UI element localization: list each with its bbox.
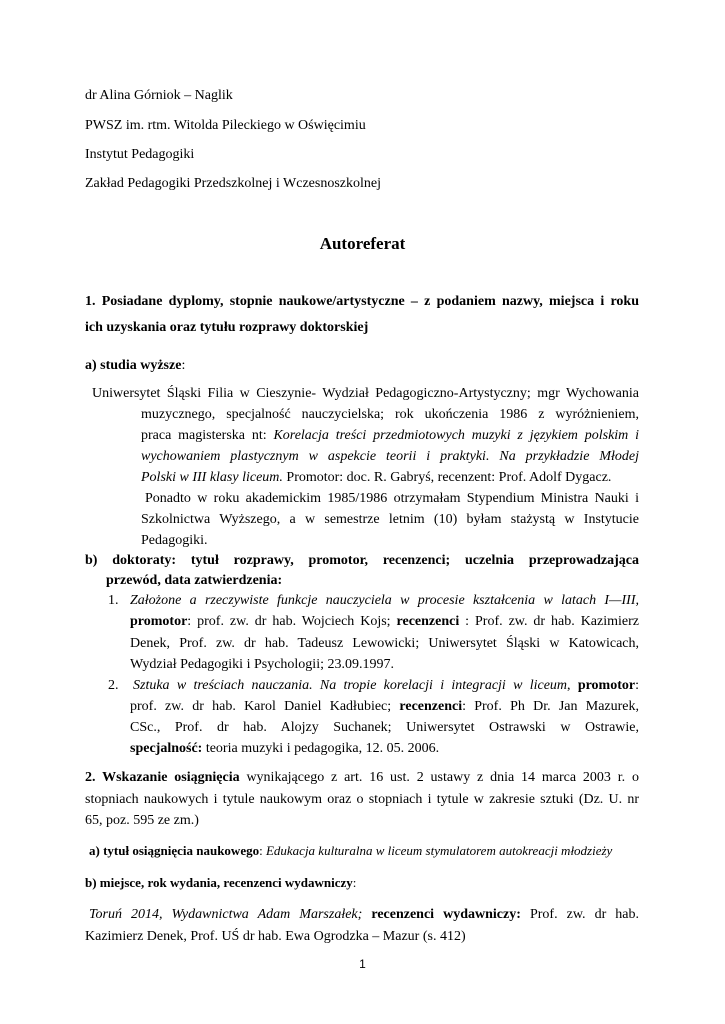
studies-heading bbox=[85, 358, 185, 374]
doctorate-1-title: Założone a rzeczywiste funkcje nauczyciela w procesie kształcenia w latach I—III, bbox=[130, 593, 639, 608]
studies-line-1: Uniwersytet Śląski Filia w Cieszynie- Wydział Pedagogiczno-Artystyczny; mgr Wychowania bbox=[92, 386, 639, 401]
doctorate-2-title: Sztuka w treściach nauczania. Na tropie korelacji i integracji w liceum bbox=[133, 678, 568, 693]
doctorate-2-line-4 bbox=[130, 741, 439, 757]
reviewers-label: recenzenci bbox=[399, 699, 463, 714]
colon: : bbox=[635, 678, 639, 693]
achievement-title-line bbox=[89, 843, 612, 859]
promoter-label: promotor bbox=[130, 614, 188, 629]
specialty-value: teoria muzyki i pedagogika, 12. 05. 2006. bbox=[202, 741, 440, 756]
section1-heading-line2: ich uzyskania oraz tytułu rozprawy doktorskiej bbox=[85, 320, 369, 335]
publication-line-1 bbox=[89, 907, 639, 923]
promoter-name: : prof. zw. dr hab. Wojciech Kojs; bbox=[187, 614, 397, 629]
publication-heading bbox=[85, 875, 356, 891]
doctorate-1-number: 1. bbox=[108, 593, 119, 608]
promoter-name: prof. zw. dr hab. Karol Daniel Kadłubiec; bbox=[130, 699, 400, 714]
author-name: dr Alina Górniok – Naglik bbox=[85, 88, 233, 103]
page-number: 1 bbox=[359, 957, 366, 971]
doctorate-2-number: 2. bbox=[108, 678, 119, 693]
achievement-label: a) tytuł osiągnięcia naukowego bbox=[89, 843, 260, 858]
promoter-label: promotor bbox=[577, 678, 636, 693]
studies-line-6: Ponadto w roku akademickim 1985/1986 otrzymałam Stypendium Ministra Nauki i bbox=[145, 491, 639, 506]
studies-line-3 bbox=[141, 428, 639, 444]
doctorate-1-line-2 bbox=[130, 614, 639, 630]
section1-heading-line1: 1. Posiadane dyplomy, stopnie naukowe/artystyczne – z podaniem nazwy, miejsca i roku bbox=[85, 294, 639, 309]
section2-line-1 bbox=[85, 770, 639, 786]
studies-label: a) studia wyższe bbox=[85, 358, 182, 373]
institute-name: Instytut Pedagogiki bbox=[85, 147, 195, 162]
publication-reviewers-label: recenzenci wydawniczy: bbox=[362, 907, 521, 922]
doctorate-2-line-1 bbox=[133, 678, 639, 694]
doctorates-heading-line1: b) doktoraty: tytuł rozprawy, promotor, recenzenci; uczelnia przeprowadzająca bbox=[85, 553, 639, 568]
studies-line-4: wychowaniem plastycznym w aspekcie teorii i praktyki. Na przykładzie Młodej bbox=[141, 449, 639, 464]
reviewer-name: : Prof. zw. dr hab. Kazimierz bbox=[459, 614, 639, 629]
studies-line-7: Szkolnictwa Wyższego, a w semestrze letnim (10) byłam stażystą w Instytucie bbox=[141, 512, 639, 527]
separator: , bbox=[567, 678, 578, 693]
reviewers-label: recenzenci bbox=[396, 614, 460, 629]
document-title: Autoreferat bbox=[319, 234, 406, 253]
publication-line-2: Kazimierz Denek, Prof. UŚ dr hab. Ewa Ogrodzka – Mazur (s. 412) bbox=[85, 929, 466, 944]
studies-line-2: muzycznego, specjalność nauczycielska; rok ukończenia 1986 z wyróżnieniem, bbox=[141, 407, 639, 422]
studies-line-5 bbox=[141, 470, 611, 486]
thesis-prefix: praca magisterska nt: bbox=[141, 428, 274, 443]
studies-line-8: Pedagogiki. bbox=[141, 533, 208, 548]
section2-line-3: 65, poz. 595 ze zm.) bbox=[85, 813, 199, 828]
thesis-promoter: Promotor: doc. R. Gabryś, recenzent: Prof. Adolf Dygacz. bbox=[282, 470, 612, 485]
doctorate-1-line-4: Wydział Pedagogiki i Psychologii; 23.09.1997. bbox=[130, 657, 394, 672]
studies-colon: : bbox=[181, 358, 186, 373]
specialty-label: specjalność: bbox=[130, 741, 203, 756]
department-name: Zakład Pedagogiki Przedszkolnej i Wczesnoszkolnej bbox=[85, 176, 381, 191]
institution-name: PWSZ im. rtm. Witolda Pileckiego w Oświęcimiu bbox=[85, 118, 366, 133]
thesis-title-part3: Polski w III klasy liceum. bbox=[141, 470, 283, 485]
doctorate-2-line-3: CSc., Prof. dr hab. Alojzy Suchanek; Uniwersytet Ostrawski w Ostrawie, bbox=[130, 720, 639, 735]
section2-text: wynikającego z art. 16 ust. 2 ustawy z dnia 14 marca 2003 r. o bbox=[239, 770, 640, 785]
reviewer-name: : Prof. Ph Dr. Jan Mazurek, bbox=[462, 699, 639, 714]
colon: : bbox=[352, 875, 357, 890]
doctorate-2-line-2 bbox=[130, 699, 639, 715]
doctorate-1-line-3: Denek, Prof. zw. dr hab. Tadeusz Lewowicki; Uniwersytet Śląski w Katowicach, bbox=[130, 636, 639, 651]
publication-reviewer: Prof. zw. dr hab. bbox=[520, 907, 640, 922]
achievement-title: Edukacja kulturalna w liceum stymulatorem autokreacji młodzieży bbox=[265, 843, 613, 858]
thesis-title-part1: Korelacja treści przedmiotowych muzyki z językiem polskim i bbox=[273, 428, 639, 443]
publication-place-year: Toruń 2014, Wydawnictwa Adam Marszałek; bbox=[89, 907, 363, 922]
section2-line-2: stopniach naukowych i tytule naukowym oraz o stopniach i tytule w zakresie sztuki (Dz. U. nr bbox=[85, 792, 639, 807]
colon: : bbox=[259, 843, 266, 858]
doctorates-heading-line2: przewód, data zatwierdzenia: bbox=[106, 573, 283, 588]
publication-label: b) miejsce, rok wydania, recenzenci wydawniczy bbox=[85, 875, 353, 890]
section2-heading: 2. Wskazanie osiągnięcia bbox=[85, 770, 240, 785]
